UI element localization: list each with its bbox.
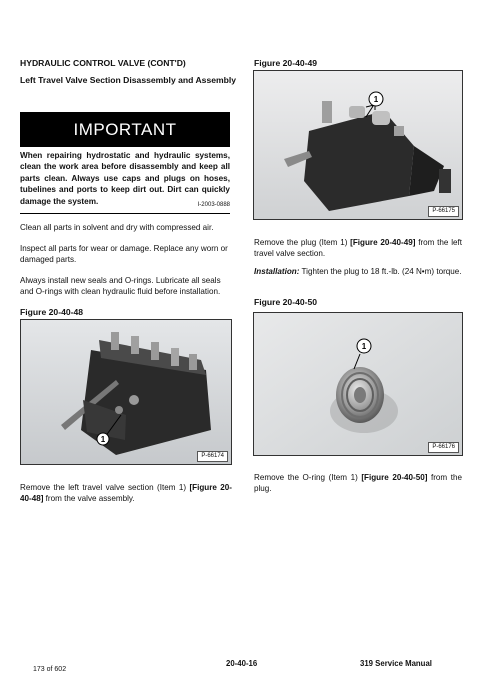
installation-note: Installation: Tighten the plug to 18 ft.-lb. (24 N•m) torque.: [254, 267, 462, 276]
figure-48-callout: 1: [100, 435, 106, 444]
figure-50-reference[interactable]: [Figure 20-40-50]: [361, 473, 428, 482]
valve-section-illustration: [254, 71, 462, 219]
important-text: When repairing hydrostatic and hydraulic systems, clean the work area before disassembly and keep all parts clean. Always use caps and plugs on hoses, tubelines and ports to keep dirt out. Dirt can quickly damage the system.: [20, 151, 230, 206]
valve-assembly-illustration: [21, 320, 231, 464]
figure-49-callout: 1: [373, 95, 379, 104]
figure-49-reference[interactable]: [Figure 20-40-49]: [350, 238, 416, 247]
figure-50-caption: Remove the O-ring (Item 1) [Figure 20-40-50] from the plug.: [254, 473, 462, 493]
figure-49-caption: Remove the plug (Item 1) [Figure 20-40-49] from the left travel valve section.: [254, 238, 462, 258]
paragraph-clean: Clean all parts in solvent and dry with compressed air.: [20, 223, 214, 232]
figure-50-photo: [253, 312, 463, 456]
figure-50-callout: 1: [361, 342, 367, 351]
figure-49-photo: [253, 70, 463, 220]
figure-50-title: Figure 20-40-50: [254, 297, 318, 307]
figure-48-reference[interactable]: [Figure 20-40-48]: [20, 483, 233, 503]
section-title: HYDRAULIC CONTROL VALVE (CONT'D): [20, 58, 186, 68]
figure-48-caption: Remove the left travel valve section (Item 1) [Figure 20-40-48] from the valve assembly.: [20, 483, 233, 503]
installation-label: Installation:: [254, 267, 300, 276]
figure-49-code: P-66175: [428, 206, 459, 217]
subsection-title: Left Travel Valve Section Disassembly and Assembly: [20, 75, 237, 85]
paragraph-inspect: Inspect all parts for wear or damage. Replace any worn or damaged parts.: [20, 244, 228, 264]
divider: [20, 213, 230, 214]
figure-49-title: Figure 20-40-49: [254, 58, 318, 68]
page-count: 173 of 602: [33, 666, 67, 673]
figure-48-photo: [20, 319, 232, 465]
figure-50-code: P-66176: [428, 442, 459, 453]
important-code: I-2003-0888: [197, 202, 230, 208]
important-banner: [20, 112, 230, 147]
manual-title: 319 Service Manual: [360, 659, 432, 668]
paragraph-seals: Always install new seals and O-rings. Lubricate all seals and O-rings with clean hydraulic fluid before installation.: [20, 276, 221, 296]
plug-illustration: [254, 313, 462, 455]
page-number: 20-40-16: [226, 659, 258, 668]
important-label: IMPORTANT: [73, 119, 177, 139]
figure-48-title: Figure 20-40-48: [20, 307, 84, 317]
figure-48-code: P-66174: [197, 451, 228, 462]
